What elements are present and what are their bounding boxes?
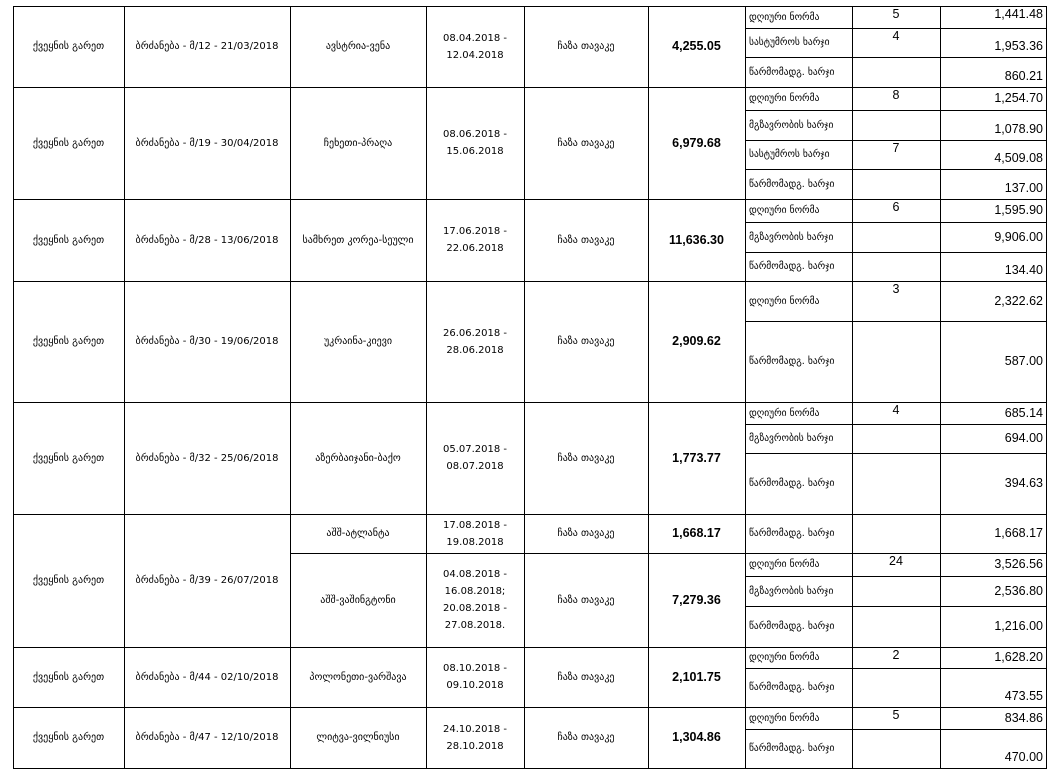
destination-cell: პოლონეთი-ვარშავა — [309, 671, 407, 683]
travel-type-cell: ქვეყნის გარეთ — [32, 732, 105, 743]
expense-category-cell: მგზავრობის ხარჯი — [749, 231, 834, 243]
expense-category-cell: სასტუმროს ხარჯი — [749, 37, 830, 48]
expense-amount-cell: 4,509.08 — [994, 151, 1043, 165]
status-cell: ჩაზა თავაკე — [557, 732, 615, 743]
status-cell: ჩაზა თავაკე — [557, 528, 615, 539]
expense-amount-cell: 470.00 — [1004, 750, 1043, 764]
day-count-cell: 7 — [892, 141, 900, 155]
item-divider — [745, 110, 1046, 111]
dates-cell: 24.10.2018 - 28.10.2018 — [442, 723, 508, 752]
day-count-cell — [852, 729, 940, 768]
status-cell: ჩაზა თავაკე — [557, 234, 615, 246]
row-divider — [13, 647, 1046, 648]
day-count-cell — [852, 169, 940, 199]
status-cell: ჩაზა თავაკე — [557, 594, 615, 606]
row-divider — [13, 199, 1046, 200]
column-divider — [290, 6, 291, 769]
item-divider — [745, 453, 1046, 454]
trip-total-amount: 11,636.30 — [669, 232, 724, 247]
travel-type-cell: ქვეყნის გარეთ — [32, 671, 105, 683]
trip-total-amount: 2,101.75 — [672, 669, 721, 684]
expense-amount-cell: 1,078.90 — [994, 122, 1043, 136]
status-cell: ჩაზა თავაკე — [557, 336, 615, 347]
travel-type-cell: ქვეყნის გარეთ — [32, 234, 105, 246]
expense-amount-cell: 1,953.36 — [994, 39, 1043, 53]
column-divider — [1046, 6, 1047, 769]
expense-amount-cell: 394.63 — [1004, 476, 1043, 490]
row-divider — [13, 402, 1046, 403]
row-divider — [13, 768, 1046, 769]
item-divider — [745, 169, 1046, 170]
expense-amount-cell: 1,668.17 — [994, 526, 1043, 540]
travel-type-cell: ქვეყნის გარეთ — [32, 452, 105, 464]
day-count-cell: 5 — [892, 7, 900, 21]
expense-amount-cell: 9,906.00 — [994, 229, 1043, 244]
dates-cell: 05.07.2018 - 08.07.2018 — [442, 444, 508, 472]
day-count-cell: 5 — [892, 708, 900, 722]
destination-cell: ავსტრია-ვენა — [325, 41, 391, 52]
item-divider — [745, 28, 1046, 29]
destination-cell: აზერბაიჯანი-ბაქო — [315, 452, 401, 464]
column-divider — [940, 6, 941, 769]
dates-cell: 04.08.2018 - 16.08.2018; 20.08.2018 - 27.08.2018. — [442, 569, 508, 631]
expense-amount-cell: 2,536.80 — [994, 583, 1043, 598]
row-divider — [13, 707, 1046, 708]
expense-amount-cell: 860.21 — [1004, 69, 1043, 83]
destination-cell: აშშ-ატლანტა — [326, 528, 390, 539]
expense-category-cell: წარმომადგ. ხარჯი — [749, 178, 835, 190]
expense-category-cell: წარმომადგ. ხარჯი — [749, 528, 835, 539]
expense-amount-cell: 137.00 — [1004, 181, 1043, 195]
trip-total-amount: 1,668.17 — [672, 526, 721, 540]
day-count-cell: 3 — [892, 282, 900, 296]
expense-amount-cell: 694.00 — [1004, 431, 1043, 445]
day-count-cell: 2 — [892, 648, 900, 662]
expense-category-cell: წარმომადგ. ხარჯი — [749, 478, 835, 489]
expense-category-cell: წარმომადგ. ხარჯი — [749, 621, 835, 632]
item-divider — [745, 57, 1046, 58]
order-number-cell: ბრძანება - მ/19 - 30/04/2018 — [135, 137, 279, 149]
travel-type-cell: ქვეყნის გარეთ — [32, 41, 105, 52]
destination-cell: უკრაინა-კიევი — [323, 336, 393, 347]
expense-amount-cell: 3,526.56 — [994, 557, 1043, 571]
item-divider — [745, 729, 1046, 730]
expense-category-cell: სასტუმროს ხარჯი — [749, 149, 830, 160]
day-count-cell — [852, 424, 940, 453]
expense-category-cell: დღიური ნორმა — [749, 559, 820, 570]
travel-type-cell: ქვეყნის გარეთ — [32, 575, 105, 586]
day-count-cell — [852, 514, 940, 553]
day-count-cell — [852, 453, 940, 514]
status-cell: ჩაზა თავაკე — [557, 137, 615, 149]
expense-category-cell: დღიური ნორმა — [749, 93, 820, 104]
status-cell: ჩაზა თავაკე — [557, 41, 615, 52]
trip-total-amount: 1,304.86 — [672, 730, 721, 744]
destination-cell: აშშ-ვაშინგტონი — [320, 594, 396, 606]
expense-category-cell: დღიური ნორმა — [749, 712, 820, 724]
order-number-cell: ბრძანება - მ/44 - 02/10/2018 — [135, 671, 279, 683]
expense-amount-cell: 1,441.48 — [994, 7, 1043, 21]
day-count-cell: 8 — [892, 88, 900, 102]
day-count-cell: 6 — [892, 200, 900, 214]
row-divider — [13, 281, 1046, 282]
dates-cell: 08.06.2018 - 15.06.2018 — [442, 129, 508, 157]
column-divider — [745, 6, 746, 769]
expense-amount-cell: 1,254.70 — [994, 91, 1043, 105]
column-divider — [426, 6, 427, 769]
day-count-cell — [852, 606, 940, 647]
expense-category-cell: მგზავრობის ხარჯი — [749, 119, 834, 131]
expense-category-cell: დღიური ნორმა — [749, 407, 820, 419]
expense-amount-cell: 834.86 — [1004, 710, 1043, 725]
trip-total-amount: 4,255.05 — [672, 39, 721, 53]
expense-amount-cell: 134.40 — [1004, 263, 1043, 277]
expense-category-cell: მგზავრობის ხარჯი — [749, 585, 834, 597]
item-divider — [745, 140, 1046, 141]
column-divider — [13, 6, 14, 769]
column-divider — [852, 6, 853, 769]
trip-total-amount: 2,909.62 — [672, 334, 721, 348]
day-count-cell — [852, 321, 940, 402]
day-count-cell — [852, 110, 940, 140]
day-count-cell: 4 — [892, 29, 900, 43]
expense-category-cell: დღიური ნორმა — [749, 205, 820, 216]
expense-category-cell: წარმომადგ. ხარჯი — [749, 66, 835, 78]
expense-category-cell: დღიური ნორმა — [749, 11, 820, 23]
dates-cell: 08.10.2018 - 09.10.2018 — [442, 663, 508, 691]
order-number-cell: ბრძანება - მ/32 - 25/06/2018 — [135, 452, 279, 464]
expense-category-cell: წარმომადგ. ხარჯი — [749, 682, 835, 693]
order-number-cell: ბრძანება - მ/28 - 13/06/2018 — [135, 234, 279, 246]
expense-amount-cell: 2,322.62 — [994, 293, 1043, 308]
order-number-cell: ბრძანება - მ/47 - 12/10/2018 — [135, 732, 279, 743]
destination-cell: სამხრეთ კორეა-სეული — [302, 234, 414, 246]
item-divider — [745, 222, 1046, 223]
trip-total-amount: 6,979.68 — [672, 135, 721, 150]
expense-category-cell: მგზავრობის ხარჯი — [749, 433, 834, 444]
trip-total-amount: 7,279.36 — [672, 592, 721, 607]
column-divider — [648, 6, 649, 769]
expense-category-cell: წარმომადგ. ხარჯი — [749, 261, 835, 272]
day-count-cell: 24 — [889, 554, 903, 568]
destination-cell: ჩეხეთი-პრაღა — [323, 137, 393, 149]
order-number-cell: ბრძანება - მ/12 - 21/03/2018 — [135, 41, 279, 52]
item-divider — [745, 321, 1046, 322]
dates-cell: 26.06.2018 - 28.06.2018 — [442, 327, 508, 356]
row-divider — [13, 6, 1046, 7]
item-divider — [745, 606, 1046, 607]
dates-cell: 08.04.2018 - 12.04.2018 — [442, 32, 508, 61]
status-cell: ჩაზა თავაკე — [557, 452, 615, 464]
row-divider — [13, 514, 1046, 515]
expense-amount-cell: 473.55 — [1004, 689, 1043, 703]
day-count-cell — [852, 57, 940, 87]
day-count-cell — [852, 222, 940, 252]
day-count-cell — [852, 252, 940, 281]
travel-type-cell: ქვეყნის გარეთ — [32, 137, 105, 149]
order-number-cell: ბრძანება - მ/39 - 26/07/2018 — [135, 575, 279, 586]
travel-type-cell: ქვეყნის გარეთ — [32, 336, 105, 347]
item-divider — [745, 424, 1046, 425]
expense-amount-cell: 1,595.90 — [994, 203, 1043, 217]
status-cell: ჩაზა თავაკე — [557, 671, 615, 683]
day-count-cell — [852, 576, 940, 606]
expense-category-cell: წარმომადგ. ხარჯი — [749, 743, 835, 754]
expense-amount-cell: 685.14 — [1004, 405, 1043, 420]
day-count-cell — [852, 668, 940, 707]
day-count-cell: 4 — [892, 403, 900, 417]
destination-cell: ლიტვა-ვილნიუსი — [316, 732, 400, 743]
dates-cell: 17.08.2018 - 19.08.2018 — [442, 519, 508, 548]
expense-category-cell: წარმომადგ. ხარჯი — [749, 356, 835, 367]
trip-divider — [290, 553, 1046, 554]
expense-amount-cell: 1,628.20 — [994, 650, 1043, 664]
column-divider — [524, 6, 525, 769]
expense-amount-cell: 1,216.00 — [994, 619, 1043, 633]
expense-category-cell: დღიური ნორმა — [749, 652, 820, 663]
column-divider — [124, 6, 125, 769]
order-number-cell: ბრძანება - მ/30 - 19/06/2018 — [135, 336, 279, 347]
row-divider — [13, 87, 1046, 88]
trip-total-amount: 1,773.77 — [672, 450, 721, 465]
dates-cell: 17.06.2018 - 22.06.2018 — [442, 226, 508, 254]
expense-category-cell: დღიური ნორმა — [749, 295, 820, 307]
item-divider — [745, 668, 1046, 669]
expense-amount-cell: 587.00 — [1004, 354, 1043, 368]
item-divider — [745, 576, 1046, 577]
item-divider — [745, 252, 1046, 253]
